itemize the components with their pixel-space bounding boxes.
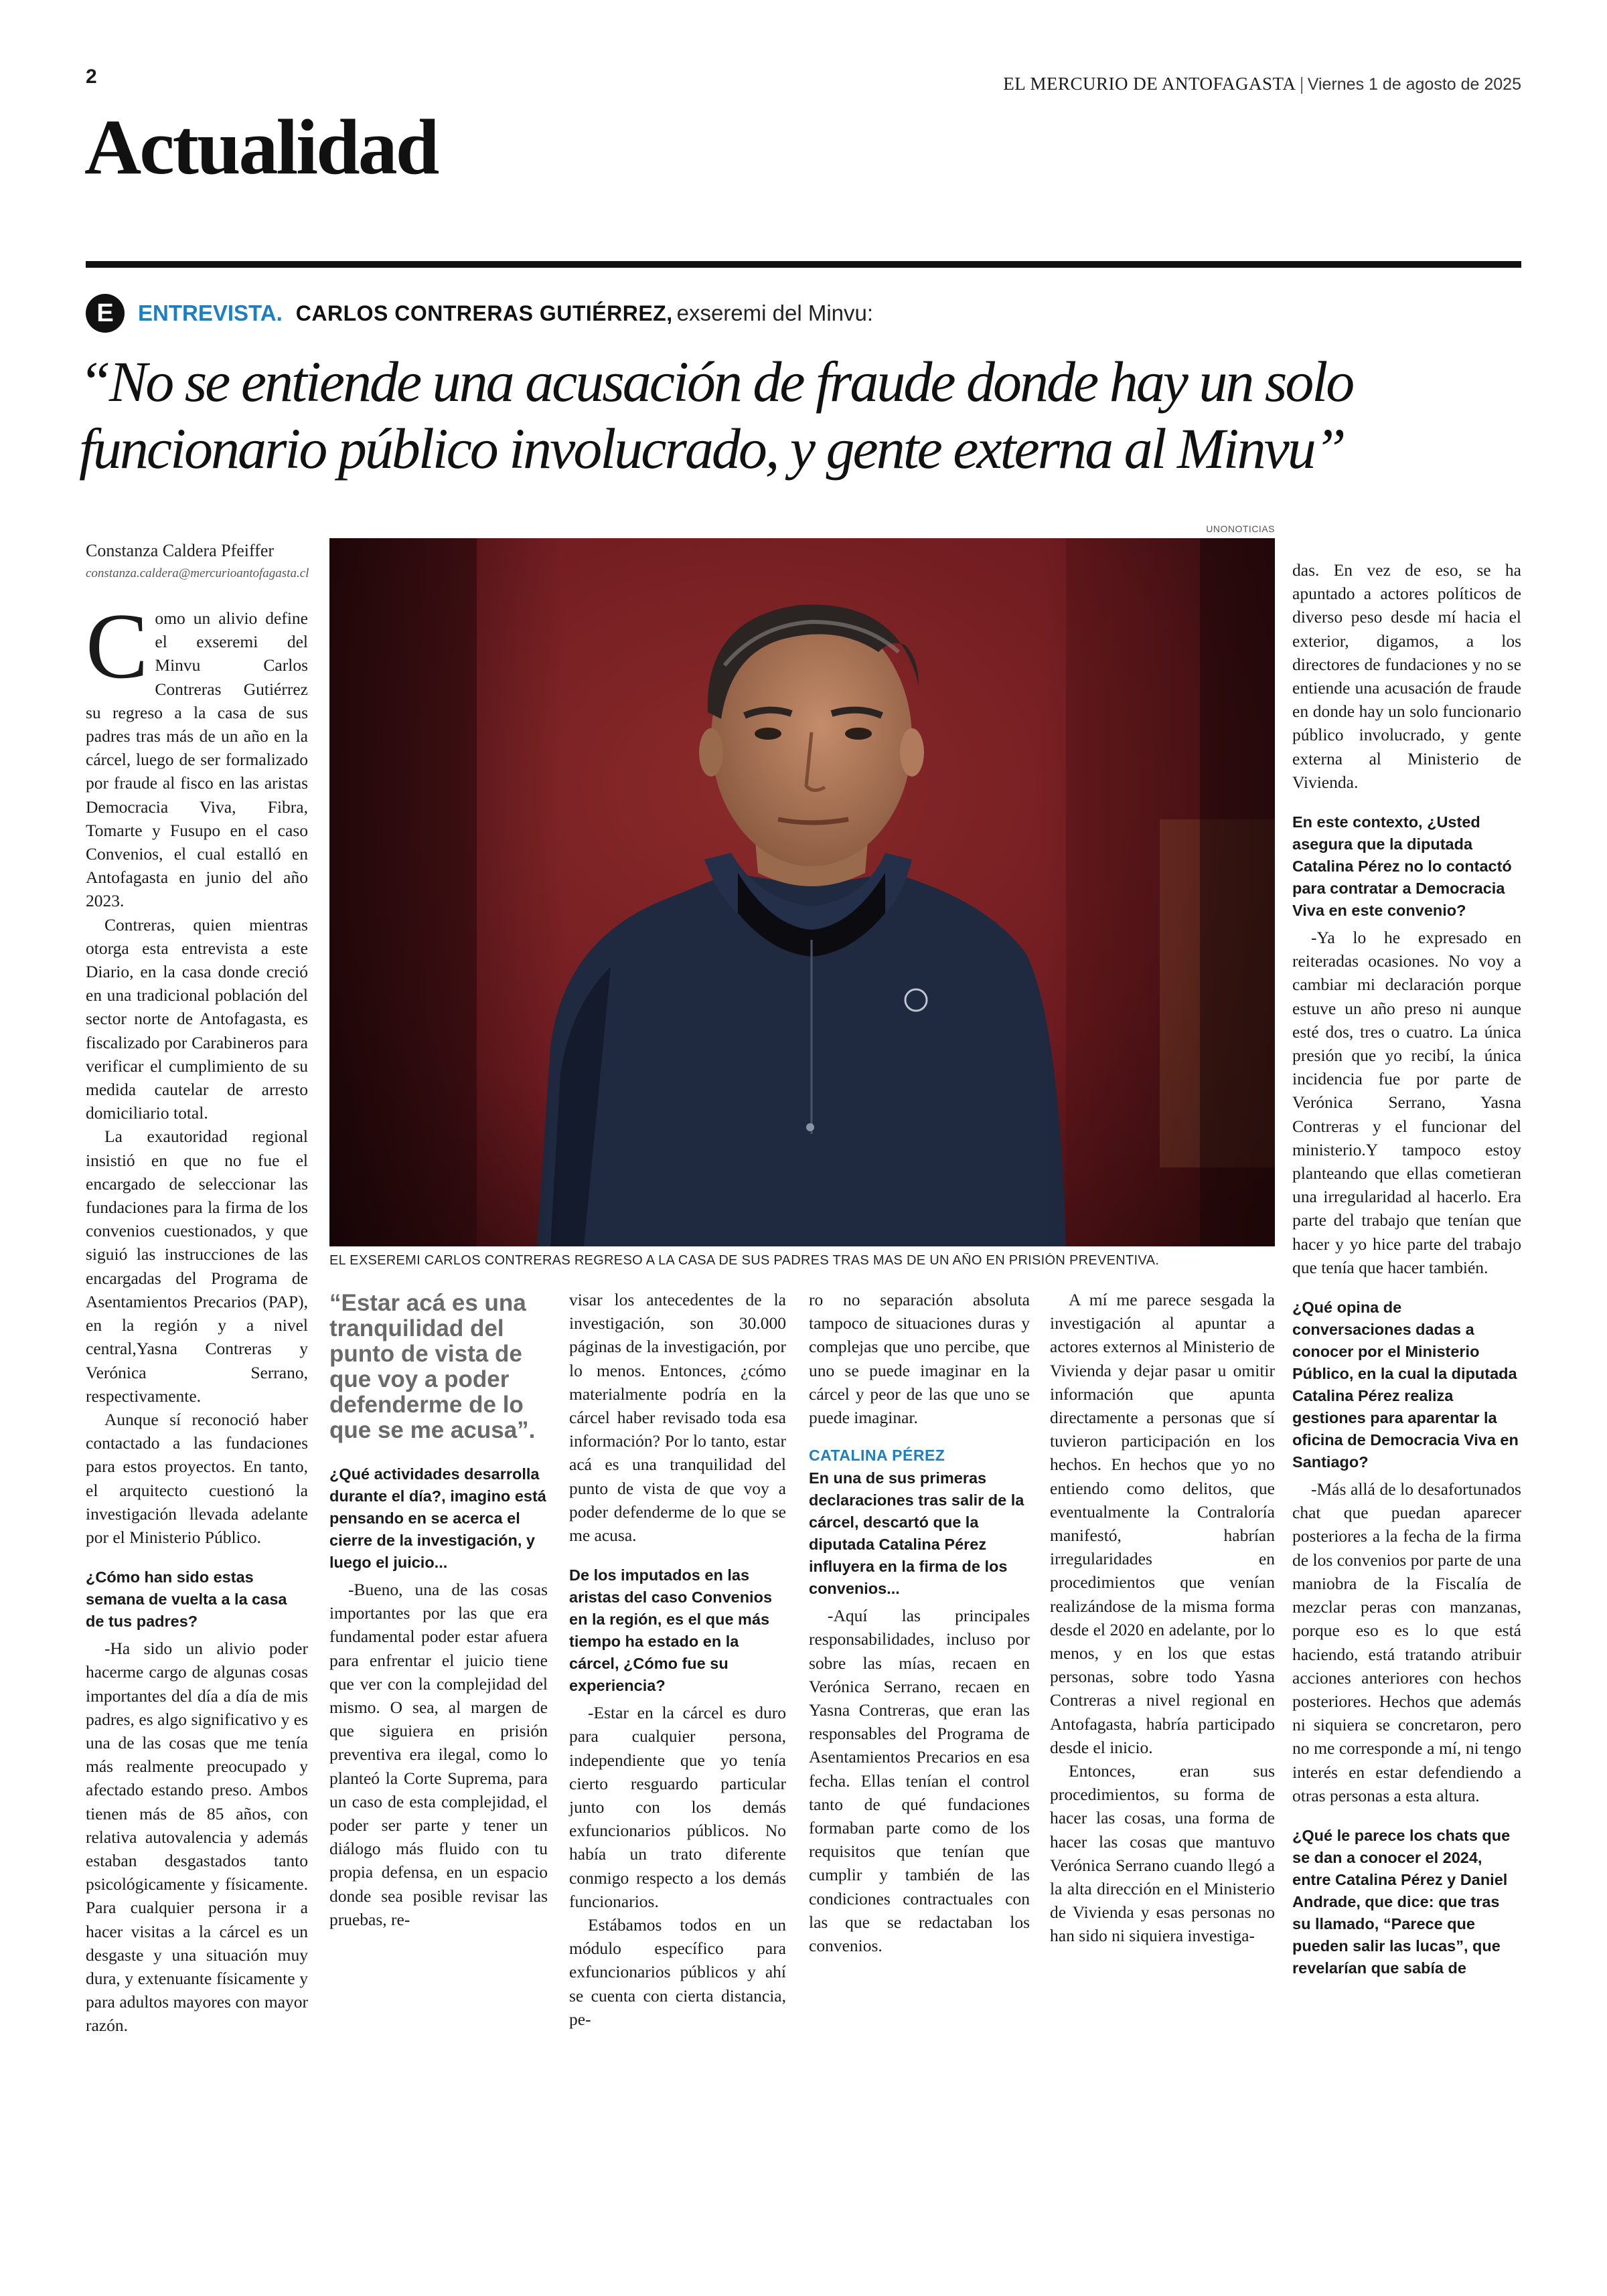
paragraph: visar los antecedentes de la investigación, son 30.000 páginas de la investigación, por lo menos. Entonces, ¿cómo materialmente podría en la cárcel haber revisado toda esa información? Por lo tanto, estar acá es una tranquilidad del punto de vista de que voy a poder defenderme de lo que se me acusa. <box>569 1290 786 1546</box>
masthead-separator: | <box>1300 74 1304 94</box>
interview-question: ¿Qué le parece los chats que se dan a conocer el 2024, entre Catalina Pérez y Daniel Andrade, que dice: que tras su llamado, “Parece que pueden salir las lucas”, que revelarían que sabía de <box>1292 1826 1511 1977</box>
lead-paragraph <box>86 594 308 913</box>
answer-paragraph: -Aquí las principales responsabilidades, incluso por sobre las mías, recaen en Verónica Serrano, recaen en Yasna Contreras, que eran las responsables del Programa de Asentamientos Precarios en esa fecha. Ellas tenían el control tanto de qué fundaciones formaban parte como de los requisitos que tenían que cumplir y también de las condiciones contractuales con las que se redactaban los convenios. <box>809 1606 1030 1956</box>
paragraph: A mí me parece sesgada la investigación al apuntar a actores externos al Ministerio de Vivienda y dejar pasar u omitir información que apunta directamente a personas que sí tuvieron participación en los hechos. En hechos que yo no entiendo como delitos, que eventualmente la Contraloría manifestó, habrían irregularidades en procedimientos que venían realizándose de la misma forma desde el 2020 en adelante, por lo menos, y en los que estas personas, sobre todo Yasna Contreras a nivel regional en Antofagasta, habría participado desde el inicio. <box>1050 1290 1275 1757</box>
interview-question: ¿Qué opina de conversaciones dadas a conocer por el Ministerio Público, en la cual la diputada Catalina Pérez realiza gestiones para aparentar la oficina de Democracia Viva en Santiago? <box>1292 1299 1519 1471</box>
issue-date: Viernes 1 de agosto de 2025 <box>1307 75 1521 94</box>
answer-paragraph: -Estar en la cárcel es duro para cualquier persona, independiente que yo tenía cierto resguardo particular junto con los demás exfuncionarios públicos. No había un trato diferente conmigo respecto a los demás funcionarios. <box>569 1703 786 1911</box>
byline-email: constanza.caldera@mercurioantofagasta.cl <box>86 566 309 580</box>
interview-question: ¿Cómo han sido estas semana de vuelta a la casa de tus padres? <box>86 1568 287 1631</box>
section-divider <box>86 261 1521 268</box>
answer-paragraph: -Bueno, una de las cosas importantes por las que era fundamental poder estar afuera para enfrentar el juicio tiene que ver con la complejidad del mismo. O sea, al margen de que siguiera en prisión preventiva era ilegal, como lo planteó la Corte Suprema, para un caso de esta complejidad, el poder ser parte y tener un diálogo más fluido con tu propia defensa, en un espacio donde sea posible revisar las pruebas, re- <box>329 1580 548 1929</box>
article-column-4 <box>809 1288 1030 1957</box>
paragraph: Estábamos todos en un módulo específico para exfuncionarios públicos y ahí se cuenta con cierta distancia, pe- <box>569 1915 786 2029</box>
subhead: CATALINA PÉREZ <box>809 1447 945 1465</box>
paragraph: La exautoridad regional insistió en que no fue el encargado de seleccionar las fundaciones para la firma de los convenios cuestionados, y que siguió las instrucciones de las encargadas del Programa de Asentamientos Precarios (PAP), en la región y a nivel central,Yasna Contreras y Verónica Serrano, respectivamente. <box>86 1127 308 1406</box>
interview-question: De los imputados en las aristas del caso Convenios en la región, es el que más tiempo ha estado en la cárcel, ¿Cómo fue su experiencia? <box>569 1566 773 1695</box>
article-column-1 <box>86 594 308 2038</box>
article-column-3 <box>569 1288 786 2031</box>
paragraph: das. En vez de eso, se ha apuntado a actores políticos de diverso peso desde mí hacia el exterior, digamos, a los directores de fundaciones y no se entiende una acusación de fraude en donde hay un solo funcionario público involucrado, y gente externa al Ministerio de Vivienda. <box>1292 560 1521 792</box>
section-title: Actualidad <box>84 103 438 191</box>
page-number: 2 <box>86 66 97 88</box>
article-photo <box>329 538 1275 1246</box>
photo-credit: UNONOTICIAS <box>1206 523 1275 534</box>
kicker-label: ENTREVISTA. <box>138 301 283 325</box>
lead-text: omo un alivio define el exseremi del Minvu Carlos Contreras Gutiérrez su regreso a la casa de sus padres tras más de un año en la cárcel, luego de ser formalizado por fraude al fisco en las aristas Democracia Viva, Fibra, Tomarte y Fusupo en el caso Convenios, el cual estalló en Antofagasta en junio del año 2023. <box>86 608 308 911</box>
interviewee-role: exseremi del Minvu: <box>676 301 874 325</box>
paragraph: Contreras, quien mientras otorga esta entrevista a este Diario, en la casa donde creció en una tradicional población del sector norte de Antofagasta, es fiscalizado por Carabineros para verificar el cumplimiento de su medida cautelar de arresto domiciliario total. <box>86 914 308 1123</box>
pull-quote: “Estar acá es una tranquilidad del punto de vista de que voy a poder defenderme de lo que se me acusa”. <box>329 1290 536 1443</box>
answer-paragraph: -Ya lo he expresado en reiteradas ocasiones. No voy a cambiar mi declaración porque estuve un año preso ni aunque esté dos, tres o cuatro. La única presión que yo recibí, la única incidencia fue por parte de Verónica Serrano, Yasna Contreras y el funcionar del ministerio.Y tampoco estoy planteando que ellas cometieran una irregularidad al hacerlo. Era parte del trabajo que tenían que hacer y yo hice parte del trabajo que tenía que hacer también. <box>1292 928 1521 1277</box>
masthead <box>1003 74 1521 94</box>
paragraph: ro no separación absoluta tampoco de situaciones duras y complejas que uno percibe, que uno se puede imaginar en la cárcel y peor de las que uno se puede imaginar. <box>809 1290 1030 1428</box>
headline: “No se entiende una acusación de fraude donde hay un solo funcionario público involucrado, y gente externa al Minvu” <box>79 349 1353 481</box>
entrevista-badge-icon: E <box>86 294 125 333</box>
interview-question: En una de sus primeras declaraciones tras salir de la cárcel, descartó que la diputada Catalina Pérez influyera en la firma de los convenios... <box>809 1469 1024 1598</box>
article-column-5 <box>1050 1288 1275 1948</box>
paper-name: EL MERCURIO DE ANTOFAGASTA <box>1003 74 1296 94</box>
interview-question: En este contexto, ¿Usted asegura que la diputada Catalina Pérez no lo contactó para contratar a Democracia Viva en este convenio? <box>1292 813 1512 920</box>
kicker <box>86 292 873 335</box>
interviewee-name: CARLOS CONTRERAS GUTIÉRREZ, <box>295 301 673 325</box>
byline-author: Constanza Caldera Pfeiffer <box>86 541 275 560</box>
photo-caption: EL EXSEREMI CARLOS CONTRERAS REGRESO A LA CASA DE SUS PADRES TRAS MAS DE UN AÑO EN PRISIÓN PREVENTIVA. <box>329 1253 1160 1268</box>
article-column-right <box>1292 558 1521 1983</box>
paragraph: Entonces, eran sus procedimientos, su forma de hacer las cosas, una forma de hacer las cosas que mantuvo Verónica Serrano cuando llegó a la alta dirección en el Ministerio de Vivienda y esas personas no han sido ni siquiera investiga- <box>1050 1761 1275 1946</box>
article-column-2 <box>329 1288 548 1931</box>
answer-paragraph: -Más allá de lo desafortunados chat que puedan aparecer posteriores a la fecha de la firma de los convenios por parte de una maniobra de la Fiscalía de mezclar peras con manzanas, porque eso es lo que está haciendo, está tratando atribuir acciones anteriores con hechos posteriores. Hechos que además ni siquiera se concretaron, pero no me corresponde a mí, ni tengo interés en estar defendiendo a otras personas a esta altura. <box>1292 1479 1521 1805</box>
paragraph: Aunque sí reconoció haber contactado a las fundaciones para estos proyectos. En tanto, el arquitecto cuestionó la investigación llevada adelante por el Ministerio Público. <box>86 1409 308 1547</box>
drop-cap: C <box>86 594 149 698</box>
portrait-illustration <box>329 538 1275 1246</box>
interview-question: ¿Qué actividades desarrolla durante el día?, imagino está pensando en se acerca el cierre de la investigación, y luego el juicio... <box>329 1465 546 1571</box>
answer-paragraph: -Ha sido un alivio poder hacerme cargo de algunas cosas importantes del día a día de mis padres, es algo significativo y es una de las cosas que me tenía más realmente preocupado y afectado estando preso. Ambos tienen más de 85 años, con relativa autovalencia y además estaban desgastados tanto psicológicamente y físicamente. Para cualquier persona ir a hacer visitas a la cárcel es un desgaste y una situación muy dura, y extenuante físicamente y para adultos mayores con mayor razón. <box>86 1639 308 2036</box>
